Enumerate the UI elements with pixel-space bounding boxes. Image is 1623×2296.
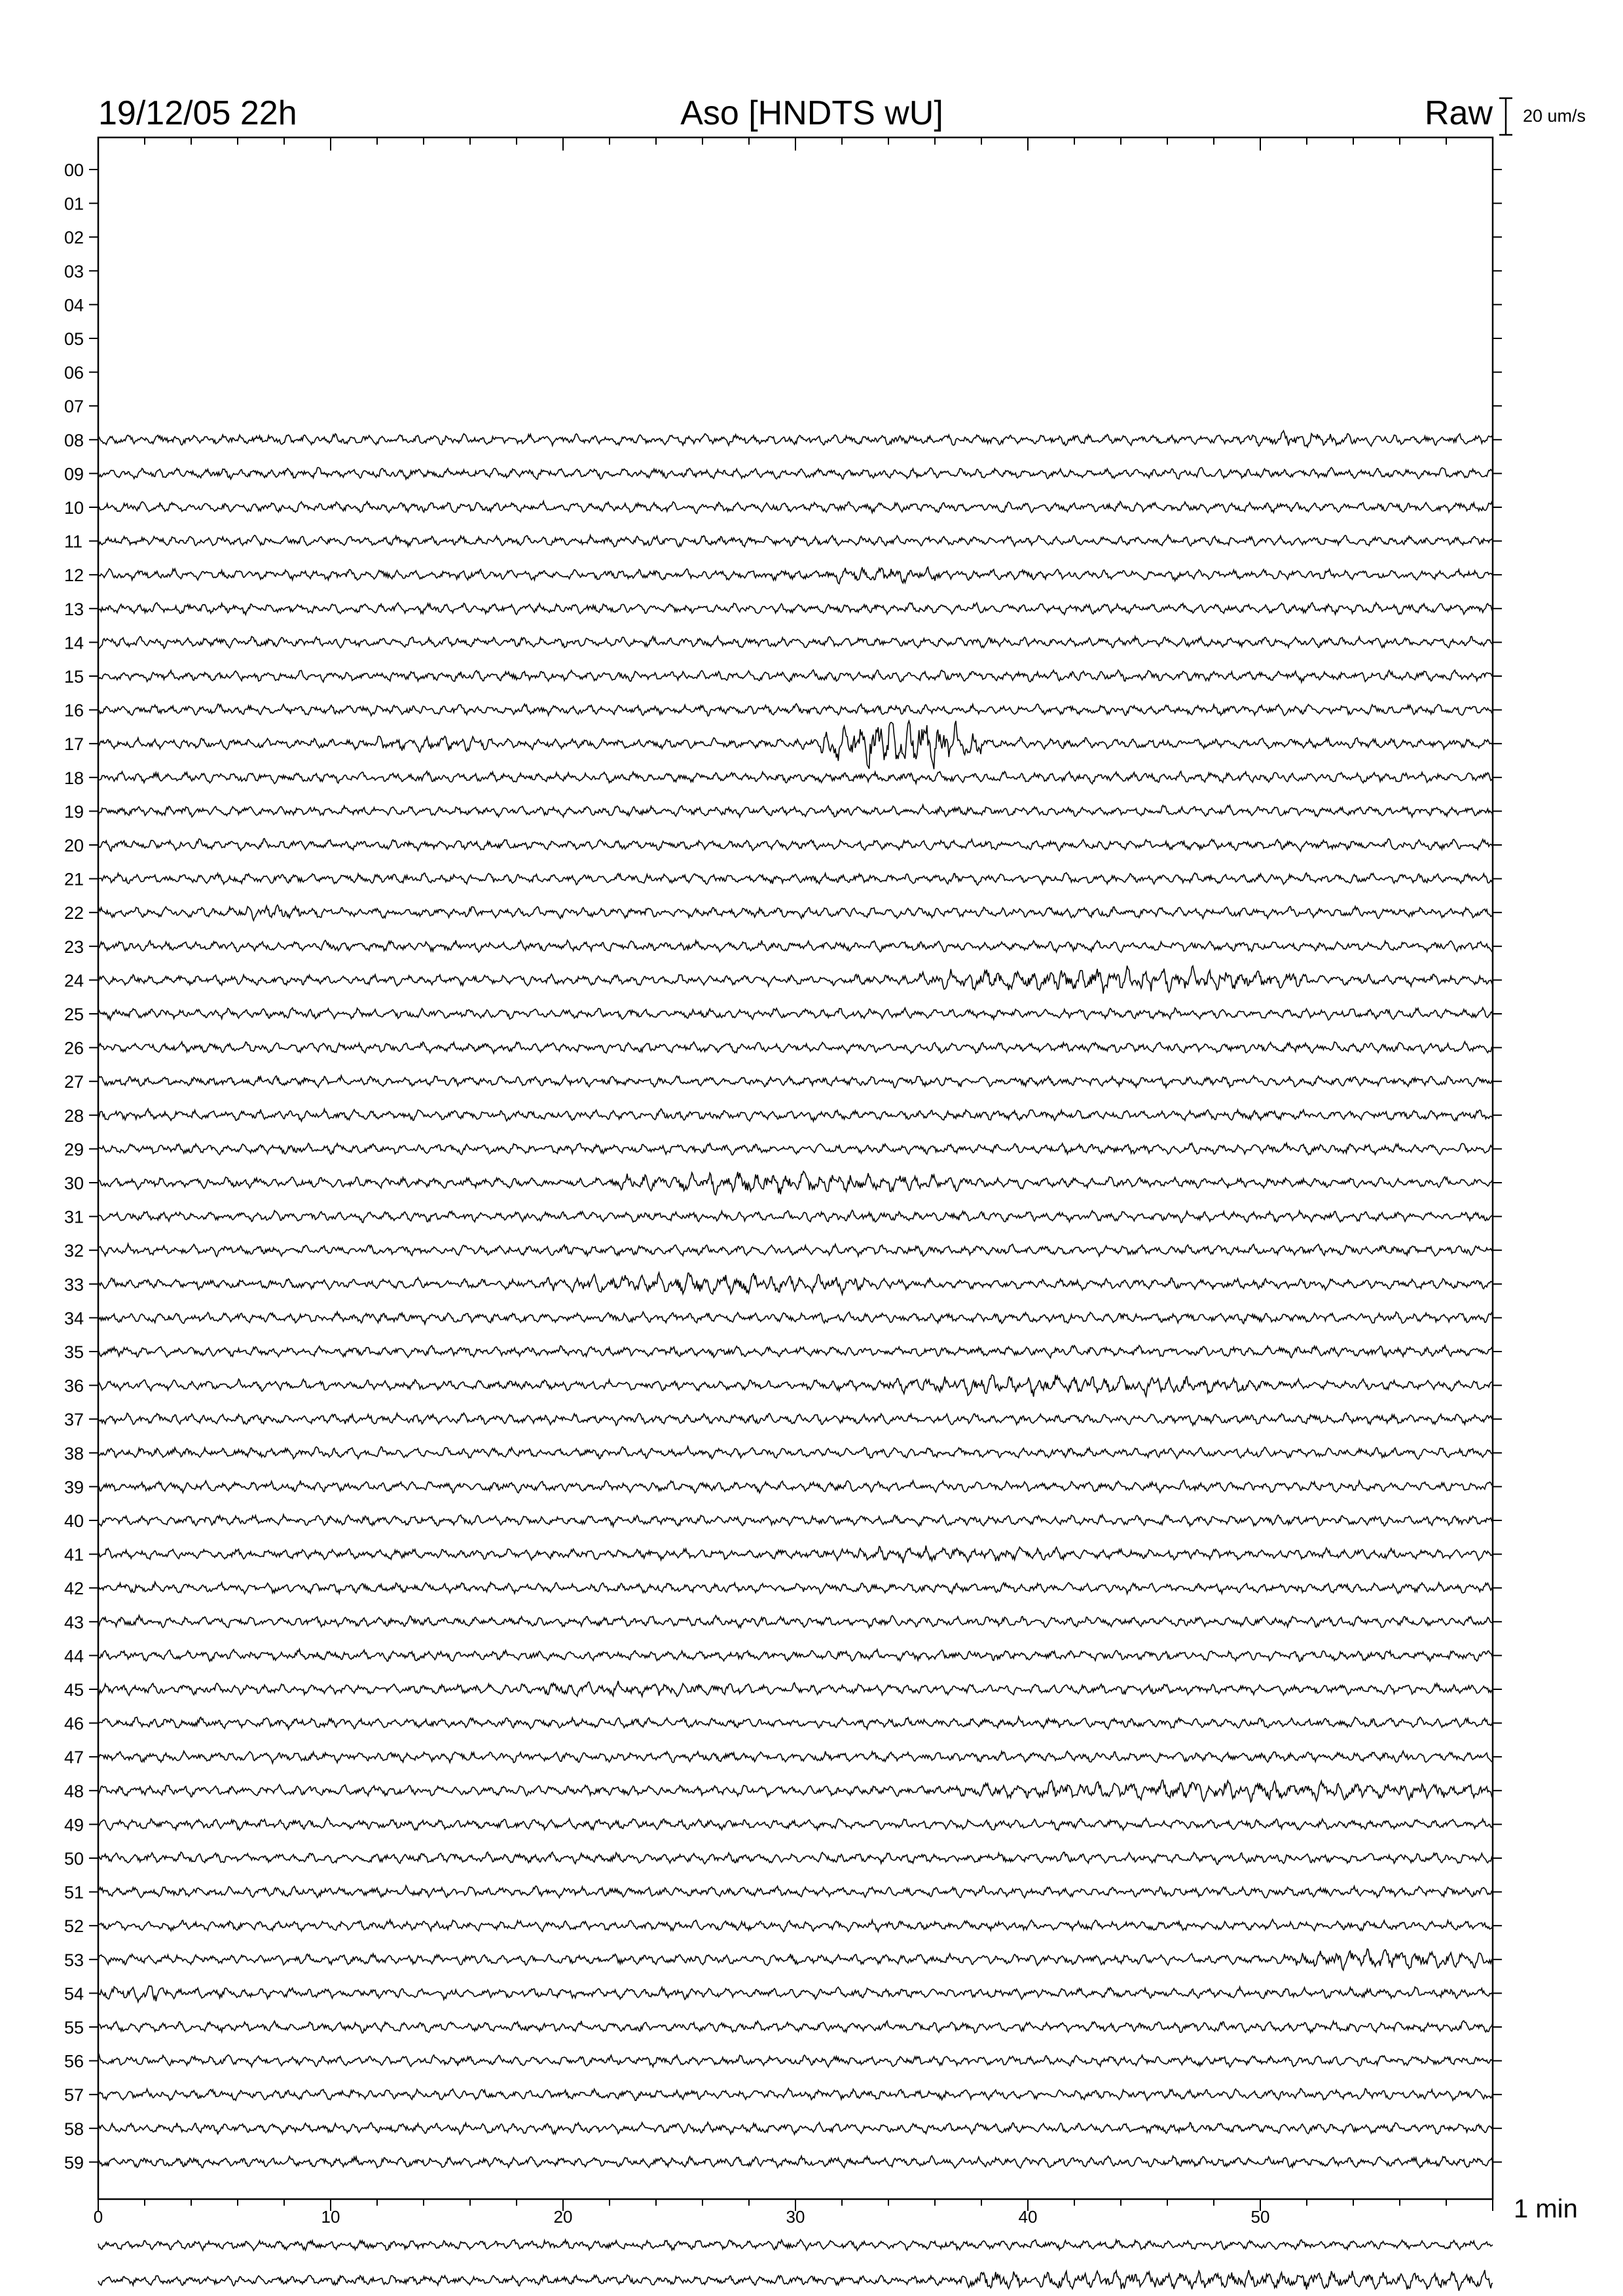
row-label: 23 bbox=[64, 937, 84, 957]
seismic-trace-30 bbox=[98, 1172, 1493, 1195]
seismic-trace-55 bbox=[98, 2020, 1493, 2033]
seismic-trace-39 bbox=[98, 1480, 1493, 1493]
row-label: 42 bbox=[64, 1579, 84, 1599]
row-label: 34 bbox=[64, 1308, 84, 1329]
row-label: 28 bbox=[64, 1105, 84, 1126]
row-label: 13 bbox=[64, 599, 84, 619]
seismic-trace-50 bbox=[98, 1852, 1493, 1865]
seismic-trace-21 bbox=[98, 872, 1493, 885]
continuation-trace bbox=[98, 2270, 1493, 2291]
row-label: 31 bbox=[64, 1207, 84, 1227]
row-label: 43 bbox=[64, 1612, 84, 1632]
seismic-trace-24 bbox=[98, 966, 1493, 994]
row-label: 21 bbox=[64, 869, 84, 889]
row-label: 45 bbox=[64, 1680, 84, 1700]
seismic-trace-49 bbox=[98, 1818, 1493, 1831]
seismic-trace-58 bbox=[98, 2123, 1493, 2135]
row-label: 48 bbox=[64, 1781, 84, 1801]
seismic-trace-09 bbox=[98, 467, 1493, 479]
seismic-trace-53 bbox=[98, 1949, 1493, 1971]
time-tick-label: 40 bbox=[1018, 2207, 1038, 2227]
row-label: 03 bbox=[64, 261, 84, 281]
seismic-trace-52 bbox=[98, 1920, 1493, 1932]
row-label: 19 bbox=[64, 802, 84, 822]
seismic-trace-15 bbox=[98, 670, 1493, 683]
row-label: 00 bbox=[64, 160, 84, 180]
seismic-trace-28 bbox=[98, 1109, 1493, 1121]
row-label: 36 bbox=[64, 1376, 84, 1396]
seismic-trace-20 bbox=[98, 838, 1493, 852]
time-tick-label: 50 bbox=[1250, 2207, 1270, 2227]
row-label: 24 bbox=[64, 971, 84, 991]
seismic-trace-34 bbox=[98, 1312, 1493, 1324]
seismic-trace-19 bbox=[98, 805, 1493, 817]
seismic-trace-31 bbox=[98, 1210, 1493, 1223]
row-label: 20 bbox=[64, 836, 84, 855]
row-label: 47 bbox=[64, 1748, 84, 1768]
row-label: 15 bbox=[64, 667, 84, 687]
row-label: 22 bbox=[64, 903, 84, 924]
time-tick-label: 20 bbox=[553, 2207, 573, 2227]
seismic-trace-38 bbox=[98, 1446, 1493, 1459]
row-label: 08 bbox=[64, 430, 84, 450]
row-label: 55 bbox=[64, 2018, 84, 2037]
time-axis-unit-label: 1 min bbox=[1514, 2195, 1578, 2223]
seismic-trace-26 bbox=[98, 1042, 1493, 1054]
row-label: 04 bbox=[64, 295, 84, 315]
row-label: 44 bbox=[64, 1646, 84, 1666]
station-title: Aso [HNDTS wU] bbox=[680, 94, 943, 132]
row-label: 35 bbox=[64, 1342, 84, 1362]
row-label: 59 bbox=[64, 2153, 84, 2173]
seismic-trace-23 bbox=[98, 941, 1493, 952]
seismic-trace-57 bbox=[98, 2089, 1493, 2101]
seismic-trace-48 bbox=[98, 1780, 1493, 1802]
seismic-trace-13 bbox=[98, 603, 1493, 615]
time-tick-label: 0 bbox=[93, 2207, 103, 2227]
row-label: 12 bbox=[64, 565, 84, 586]
seismic-trace-47 bbox=[98, 1751, 1493, 1763]
seismic-trace-29 bbox=[98, 1143, 1493, 1155]
seismic-trace-37 bbox=[98, 1413, 1493, 1426]
row-label: 38 bbox=[64, 1443, 84, 1463]
row-label: 17 bbox=[64, 734, 84, 755]
seismic-trace-44 bbox=[98, 1649, 1493, 1662]
row-label: 56 bbox=[64, 2051, 84, 2072]
row-label: 58 bbox=[64, 2119, 84, 2139]
row-label: 52 bbox=[64, 1916, 84, 1937]
amplitude-scale-bar bbox=[1499, 98, 1512, 135]
seismic-trace-33 bbox=[98, 1272, 1493, 1294]
seismic-trace-08 bbox=[98, 431, 1493, 447]
seismic-trace-11 bbox=[98, 535, 1493, 547]
plot-area bbox=[64, 137, 1502, 2291]
seismic-trace-25 bbox=[98, 1008, 1493, 1020]
seismic-trace-40 bbox=[98, 1515, 1493, 1526]
plot-frame bbox=[98, 137, 1493, 2199]
row-label: 26 bbox=[64, 1038, 84, 1058]
row-label: 05 bbox=[64, 329, 84, 349]
row-label: 32 bbox=[64, 1241, 84, 1261]
row-label: 30 bbox=[64, 1174, 84, 1193]
time-tick-label: 30 bbox=[786, 2207, 805, 2227]
seismic-trace-16 bbox=[98, 704, 1493, 716]
seismic-trace-12 bbox=[98, 567, 1493, 584]
row-label: 41 bbox=[64, 1545, 84, 1565]
row-label: 39 bbox=[64, 1477, 84, 1498]
seismic-trace-41 bbox=[98, 1546, 1493, 1564]
row-label: 54 bbox=[64, 1984, 84, 2004]
seismic-trace-51 bbox=[98, 1886, 1493, 1898]
seismic-trace-35 bbox=[98, 1346, 1493, 1358]
seismic-trace-46 bbox=[98, 1717, 1493, 1729]
row-label: 57 bbox=[64, 2085, 84, 2106]
seismic-trace-54 bbox=[98, 1986, 1493, 2002]
row-label: 18 bbox=[64, 768, 84, 788]
row-label: 09 bbox=[64, 464, 84, 484]
row-label: 46 bbox=[64, 1713, 84, 1734]
row-label: 10 bbox=[64, 498, 84, 518]
row-label: 27 bbox=[64, 1072, 84, 1092]
row-label: 11 bbox=[64, 531, 83, 552]
seismic-trace-17 bbox=[98, 721, 1493, 770]
row-label: 33 bbox=[64, 1274, 84, 1295]
row-label: 01 bbox=[64, 194, 84, 214]
seismic-trace-36 bbox=[98, 1375, 1493, 1397]
row-label: 16 bbox=[64, 700, 84, 721]
seismic-trace-56 bbox=[98, 2055, 1493, 2068]
row-label: 40 bbox=[64, 1511, 84, 1531]
row-label: 25 bbox=[64, 1005, 84, 1024]
seismic-trace-27 bbox=[98, 1075, 1493, 1088]
row-label: 49 bbox=[64, 1815, 84, 1835]
seismic-trace-42 bbox=[98, 1582, 1493, 1594]
mode-label: Raw bbox=[1424, 94, 1493, 132]
seismic-trace-18 bbox=[98, 771, 1493, 783]
seismic-trace-10 bbox=[98, 501, 1493, 514]
row-label: 37 bbox=[64, 1410, 84, 1430]
amplitude-scale-label: 20 um/s bbox=[1523, 106, 1586, 126]
time-tick-label: 10 bbox=[321, 2207, 340, 2227]
row-label: 07 bbox=[64, 397, 84, 417]
datetime-label: 19/12/05 22h bbox=[98, 94, 297, 132]
continuation-trace bbox=[98, 2240, 1493, 2251]
seismic-trace-45 bbox=[98, 1681, 1493, 1696]
row-label: 51 bbox=[64, 1882, 84, 1903]
seismic-trace-22 bbox=[98, 905, 1493, 921]
seismic-trace-32 bbox=[98, 1244, 1493, 1257]
seismic-trace-59 bbox=[98, 2156, 1493, 2168]
seismic-trace-43 bbox=[98, 1615, 1493, 1628]
seismic-trace-14 bbox=[98, 636, 1493, 649]
row-label: 29 bbox=[64, 1139, 84, 1160]
row-label: 53 bbox=[64, 1950, 84, 1970]
row-label: 50 bbox=[64, 1849, 84, 1869]
row-label: 06 bbox=[64, 363, 84, 383]
row-label: 14 bbox=[64, 633, 84, 653]
row-label: 02 bbox=[64, 228, 84, 248]
